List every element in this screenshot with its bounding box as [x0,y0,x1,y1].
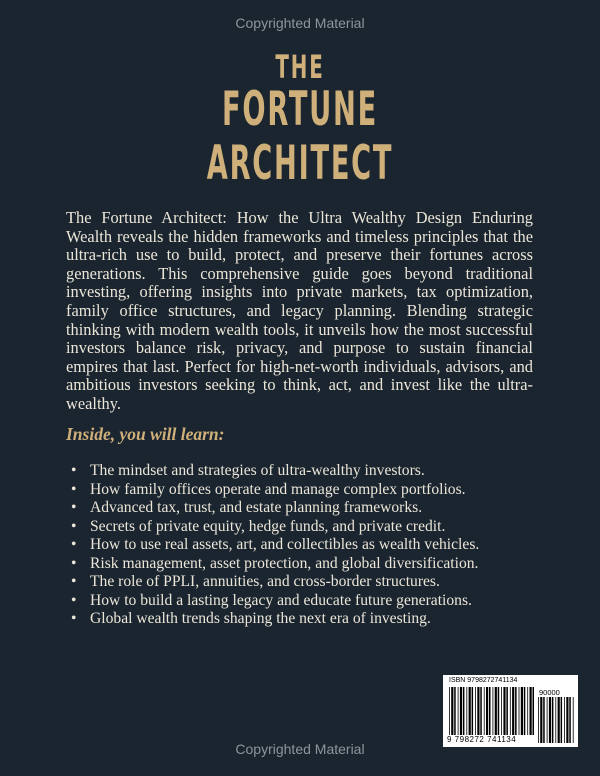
price-code: 90000 [539,688,560,697]
barcode-bar [566,697,568,743]
barcode-bar [512,687,514,735]
isbn-label: ISBN 9798272741134 [449,677,518,684]
barcode-bar [510,687,511,735]
barcode-bar [521,687,523,735]
barcode-bar [552,697,554,743]
barcode-bar [493,687,494,735]
barcode-bar [558,697,560,743]
bullet-item: • How to use real assets, art, and collectibles as wealth vehicles. [66,536,546,555]
barcode-bar [495,687,497,735]
barcode-bar [519,687,520,735]
barcode-bar [543,697,545,743]
barcode-bar [498,687,500,735]
book-title-line-3: ARCHITECT [206,136,394,191]
bullet-item: • How to build a lasting legacy and educate future generations. [66,592,546,611]
barcode-bar [540,697,542,743]
book-description: The Fortune Architect: How the Ultra Wealthy Design Enduring Wealth reveals the hidden frameworks and timeless principles that the ultra-rich use to build, protect, and preserve their fortunes across generations. This comprehensive guide goes beyond traditional investing, offering insights into private markets, tax optimization, family office structures, and legacy planning. Blending strategic thinking with modern wealth tools, it unveils how the most successful investors balance risk, privacy, and purpose to sustain financial empires that last. Perfect for high-net-worth individuals, advisors, and ambitious investors seeking to think, act, and invest like the ultra-wealthy. [66,208,533,413]
inside-heading: Inside, you will learn: [66,424,225,444]
barcode-bar [524,687,526,735]
isbn-barcode-box [443,675,578,747]
bullet-item: • The mindset and strategies of ultra-wealthy investors. [66,462,546,481]
barcode-bar [527,687,528,735]
barcode-bar [561,697,563,743]
barcode-digits: 9 798272 741134 [447,735,517,744]
barcode-bar [463,687,465,735]
barcode-bar [480,687,482,735]
book-title-line-1: THE [275,48,325,86]
bullet-item: • Secrets of private equity, hedge funds, and private credit. [66,518,546,537]
barcode-bar [547,697,548,743]
barcode-bar [451,687,453,735]
learning-bullet-list [66,462,546,629]
barcode-bar [573,697,574,743]
bullet-item: • How family offices operate and manage complex portfolios. [66,481,546,500]
barcode-bar [549,697,551,743]
barcode-bar [466,687,467,735]
barcode-bar [460,687,462,735]
barcode-bar [503,687,505,735]
book-title-line-2: FORTUNE [222,82,378,137]
barcode-bar [469,687,471,735]
bullet-item: • Advanced tax, trust, and estate planning frameworks. [66,499,546,518]
barcode-bar [533,687,535,735]
barcode-bar [454,687,456,735]
barcode-bar [472,687,474,735]
watermark-top: Copyrighted Material [235,15,365,31]
barcode-bar [477,687,479,735]
barcode-bar [506,687,508,735]
barcode-bar [530,687,532,735]
bullet-item: • The role of PPLI, annuities, and cross-border structures. [66,573,546,592]
barcode-bar [449,687,450,735]
barcode-bar [475,687,476,735]
barcode-bar [569,697,571,743]
barcode-bar [501,687,502,735]
barcode-bar [564,697,565,743]
bullet-item: • Global wealth trends shaping the next era of investing. [66,610,546,629]
barcode-bar [555,697,556,743]
bullet-item: • Risk management, asset protection, and global diversification. [66,555,546,574]
barcode-bar [458,687,459,735]
barcode-bar [484,687,485,735]
barcode-bar [489,687,491,735]
barcode-bar [486,687,488,735]
barcode-bar [515,687,517,735]
watermark-bottom: Copyrighted Material [235,741,365,757]
